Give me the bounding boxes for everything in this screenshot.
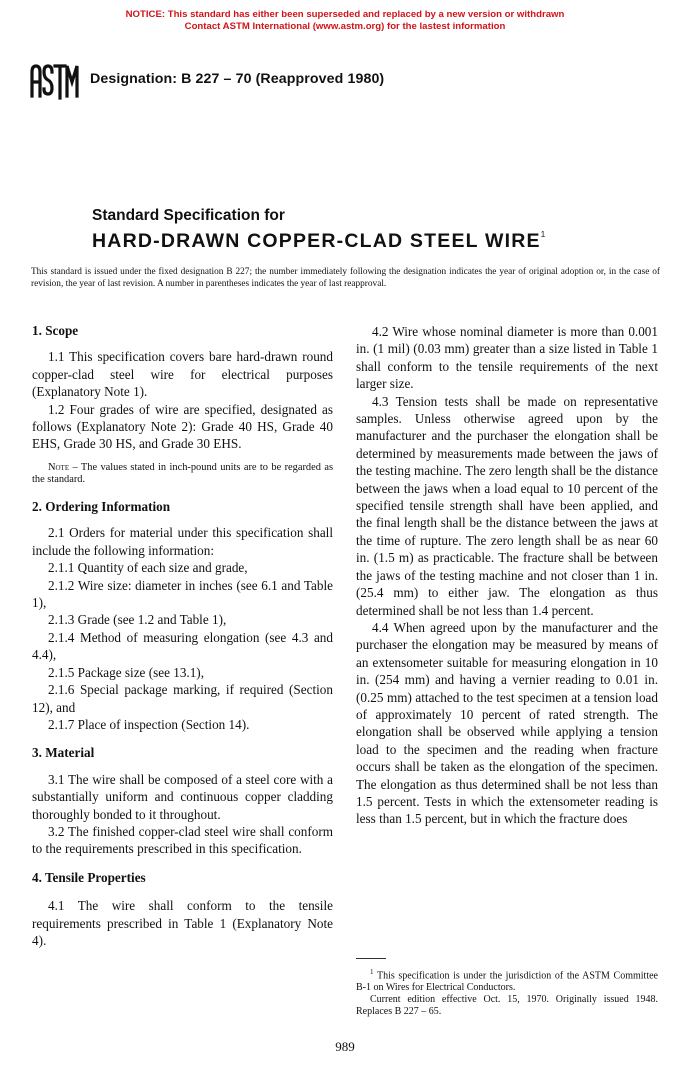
- paragraph-1-2: 1.2 Four grades of wire are specified, designated as follows (Explanatory Note 2): Grade 40 HS, Grade 40 EHS, Grade 30 HS, and Grade 30 EHS.: [32, 401, 333, 452]
- paragraph-2-1: 2.1 Orders for material under this specification shall include the following information:: [32, 525, 333, 558]
- footnote-divider: [356, 958, 386, 959]
- paragraph-1-1: 1.1 This specification covers bare hard-drawn round copper-clad steel wire for electrical purposes (Explanatory Note 1).: [32, 349, 333, 400]
- note-text: – The values stated in inch-pound units are to be regarded as the standard.: [32, 461, 333, 486]
- note-label: Note: [48, 461, 70, 473]
- footnote-line-1: [356, 966, 658, 994]
- scope-note: [32, 462, 333, 487]
- section-heading-ordering: 2. Ordering Information: [32, 499, 171, 515]
- paragraph-4-1: 4.1 The wire shall conform to the tensile requirements prescribed in Table 1 (Explanatory Note 4).: [32, 898, 333, 948]
- footnote-line-2: Current edition effective Oct. 15, 1970. Originally issued 1948. Replaces B 227 – 65.: [356, 994, 658, 1018]
- list-item: 2.1.7 Place of inspection (Section 14).: [48, 716, 250, 732]
- list-item: 2.1.1 Quantity of each size and grade,: [48, 560, 248, 576]
- list-item: 2.1.5 Package size (see 13.1),: [48, 664, 204, 680]
- section-heading-tensile: 4. Tensile Properties: [32, 869, 146, 885]
- astm-logo-icon: [29, 60, 79, 100]
- right-column: [356, 323, 658, 828]
- notice-line-2: Contact ASTM International (www.astm.org) for the lastest information: [184, 21, 506, 32]
- title-prefix: Standard Specification for: [92, 207, 285, 224]
- title-footnote-ref: 1: [540, 230, 546, 239]
- paragraph-4-2: 4.2 Wire whose nominal diameter is more than 0.001 in. (1 mil) (0.03 mm) greater than a size listed in Table 1 shall conform to the tensile requirements of the next larger size.: [356, 324, 658, 392]
- page-number: 989: [335, 1039, 355, 1054]
- page-title-text: HARD-DRAWN COPPER-CLAD STEEL WIRE: [92, 230, 541, 252]
- left-column: [32, 322, 333, 949]
- section-heading-scope: 1. Scope: [32, 323, 79, 338]
- page-title: [92, 230, 545, 253]
- designation: Designation: B 227 – 70 (Reapproved 1980): [90, 71, 385, 87]
- list-item: 2.1.4 Method of measuring elongation (see 4.3 and 4.4),: [32, 629, 333, 663]
- list-item: 2.1.3 Grade (see 1.2 and Table 1),: [48, 612, 227, 628]
- paragraph-3-2: 3.2 The finished copper-clad steel wire shall conform to the requirements prescribed in this specification.: [32, 823, 333, 857]
- footnote-text-1: This specification is under the jurisdiction of the ASTM Committee B-1 on Wires for Electrical Conductors.: [356, 970, 658, 994]
- footnote: [356, 966, 658, 1018]
- notice-line-1: NOTICE: This standard has either been superseded and replaced by a new version or withdrawn: [125, 9, 565, 20]
- list-item: 2.1.6 Special package marking, if required (Section 12), and: [32, 682, 333, 715]
- section-heading-material: 3. Material: [32, 745, 95, 761]
- paragraph-4-3: 4.3 Tension tests shall be made on representative samples. Unless otherwise agreed upon by the manufacturer and the purchaser the elongation shall be determined by measurements made between the jaws of the testing machine. The zero length shall be the distance between the jaws when a load equal to 10 percent of the specified tensile strength shall have been applied, and the final length shall be the distance between the jaws at the time of rupture. The zero length shall be as near 60 in. (1.5 m) as practicable. The fracture shall be between the jaws of the testing machine and not closer than 1 in. (25.4 mm) to either jaw. The elongation as thus determined shall be not less than 1.4 percent.: [356, 393, 658, 618]
- list-item: 2.1.2 Wire size: diameter in inches (see 6.1 and Table 1),: [32, 577, 333, 611]
- intro-paragraph: This standard is issued under the fixed designation B 227; the number immediately following the designation indicates the year of original adoption or, in the case of revision, the year of last revision. A number in parentheses indicates the year of last reapproval.: [31, 267, 660, 289]
- paragraph-3-1: 3.1 The wire shall be composed of a steel core with a substantially uniform and continuous copper cladding thoroughly bonded to it throughout.: [32, 771, 333, 822]
- paragraph-4-4: 4.4 When agreed upon by the manufacturer and the purchaser the elongation may be measured by means of an extensometer suitable for measuring elongation in 10 in. (254 mm) and having a vernier reading to 0.01 in. (0.25 mm) attached to the test specimen at a tension load of approximately 10 percent of rated strength. The elongation shall be observed while applying a tension load to the specimen and the reading when fracture occurs shall be taken as the elongation of the specimen. The elongation as thus determined shall be not less than 1.5 percent. Tests in which the extensometer reading is less than 1.5 percent, but in which the fracture does: [356, 619, 658, 827]
- footnote-marker: 1: [370, 968, 374, 976]
